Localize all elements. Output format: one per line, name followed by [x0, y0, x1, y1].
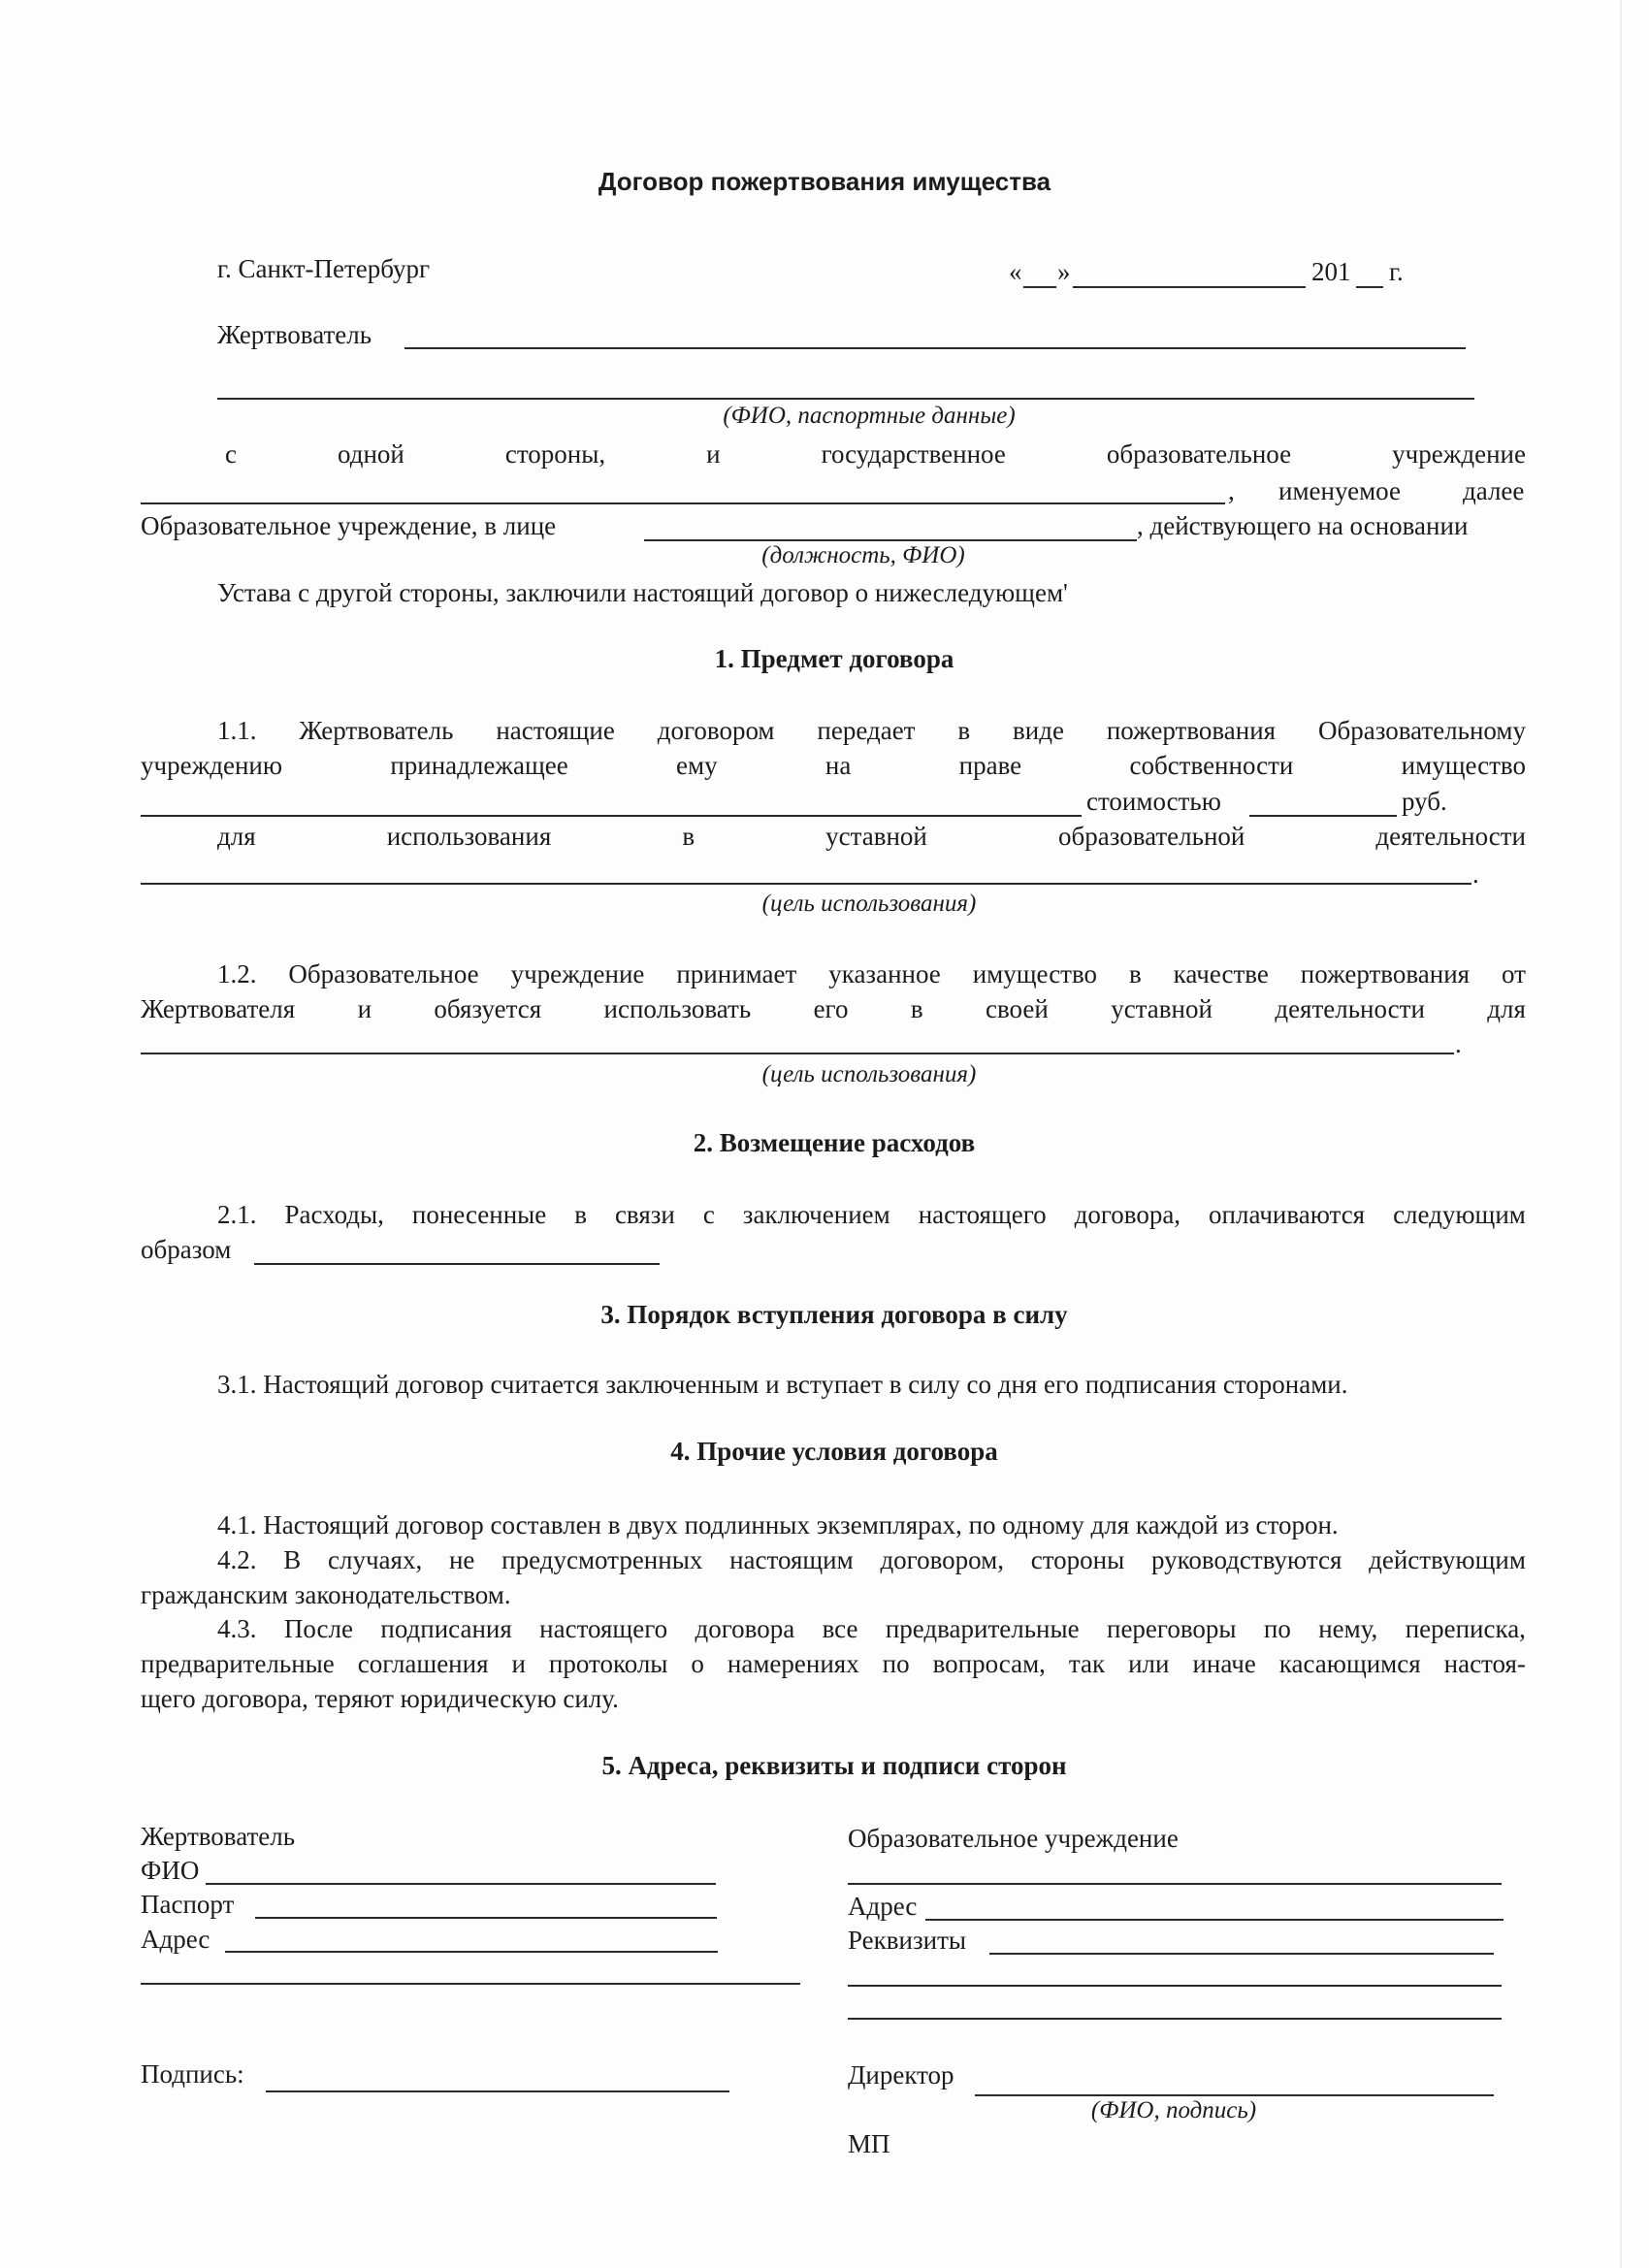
document-title: Договор пожертвования имущества — [598, 167, 1051, 196]
word: оплачиваются — [1209, 1200, 1366, 1229]
donor-passport-label: Паспорт — [141, 1890, 235, 1919]
word: учреждение — [1392, 439, 1526, 469]
word: в — [682, 822, 695, 851]
word: для — [1487, 994, 1526, 1023]
p42-line-1 — [217, 1543, 1526, 1576]
word: образовательное — [1106, 439, 1292, 469]
intro-further: далее — [1463, 476, 1525, 505]
word: переговоры — [1107, 1614, 1237, 1643]
director-blank[interactable] — [975, 2094, 1494, 2096]
p43-line-1 — [217, 1612, 1526, 1645]
word: Жертвователь — [299, 716, 454, 745]
donor-signature-blank[interactable] — [266, 2090, 729, 2092]
word: собственности — [1129, 751, 1294, 780]
word: в — [910, 994, 923, 1023]
word: настоя- — [1443, 1649, 1526, 1678]
word: деятельности — [1375, 822, 1526, 851]
word: предварительные — [141, 1649, 335, 1678]
date-open-quote: « — [1009, 257, 1022, 286]
word: пожертвования — [1300, 959, 1471, 988]
month-blank[interactable] — [1073, 286, 1306, 288]
word: с — [225, 439, 237, 469]
purpose-caption-1: (цель использования) — [761, 891, 977, 917]
word: указанное — [828, 959, 941, 988]
section-4-heading: 4. Прочие условия договора — [670, 1437, 998, 1466]
word: одной — [337, 439, 404, 469]
intro-line-1 — [225, 437, 1526, 470]
donor-address-blank-2[interactable] — [141, 1983, 800, 1985]
word: настоящего — [539, 1614, 668, 1643]
p12-line-1 — [217, 957, 1526, 990]
word: намерениях — [727, 1649, 859, 1678]
p31: 3.1. Настоящий договор считается заключенным и вступает в силу со дня его подписания сторонами. — [217, 1370, 1348, 1399]
p12-line-2 — [141, 992, 1526, 1025]
director-caption: (ФИО, подпись) — [1090, 2097, 1257, 2123]
intro-line-3-start: Образовательное учреждение, в лице — [141, 511, 557, 540]
word: и — [706, 439, 721, 469]
word: принадлежащее — [390, 751, 568, 780]
purpose-blank-2[interactable] — [141, 1053, 1454, 1054]
cost-blank[interactable] — [1249, 815, 1397, 817]
word: договора, — [1074, 1200, 1181, 1229]
word: настоящего — [918, 1200, 1047, 1229]
word: связи — [614, 1200, 675, 1229]
p43-line-3: щего договора, теряют юридическую силу. — [141, 1684, 619, 1713]
donor-signature-label: Подпись: — [141, 2059, 244, 2089]
word: переписка, — [1405, 1614, 1526, 1643]
word: уставной — [825, 822, 927, 851]
institution-name-blank[interactable] — [141, 502, 1225, 504]
word: протоколы — [548, 1649, 668, 1678]
word: использования — [386, 822, 552, 851]
word: Образовательное — [288, 959, 479, 988]
institution-block-title: Образовательное учреждение — [848, 1824, 1179, 1853]
word: праве — [958, 751, 1022, 780]
word: от — [1501, 959, 1526, 988]
word: соглашения — [357, 1649, 489, 1678]
word: так — [1068, 1649, 1106, 1678]
word: передает — [817, 716, 916, 745]
word: не — [448, 1545, 475, 1574]
donor-caption: (ФИО, паспортные данные) — [723, 403, 1016, 429]
donor-address-blank[interactable] — [225, 1951, 718, 1953]
word: учреждение — [510, 959, 645, 988]
donor-fio-label: ФИО — [141, 1856, 200, 1885]
purpose-blank-1[interactable] — [141, 883, 1471, 885]
donor-blank-2[interactable] — [217, 398, 1474, 400]
word: качестве — [1173, 959, 1269, 988]
word: виде — [1013, 716, 1064, 745]
word: стороны, — [504, 439, 606, 469]
institution-address-label: Адрес — [848, 1892, 918, 1921]
word: После — [283, 1614, 353, 1643]
word: или — [1128, 1649, 1170, 1678]
institution-requisites-label: Реквизиты — [848, 1926, 967, 1955]
word: ему — [676, 751, 718, 780]
section-3-heading: 3. Порядок вступления договора в силу — [600, 1300, 1068, 1329]
word: подписания — [380, 1614, 512, 1643]
word: вопросам, — [932, 1649, 1046, 1678]
word: иначе — [1192, 1649, 1256, 1678]
word: и — [357, 994, 372, 1023]
institution-address-blank[interactable] — [925, 1919, 1504, 1921]
institution-requisites-blank-3[interactable] — [848, 2018, 1502, 2020]
expense-method-blank[interactable] — [254, 1263, 660, 1265]
institution-requisites-blank-1[interactable] — [989, 1953, 1494, 1955]
word: о — [691, 1649, 704, 1678]
p43-line-2 — [141, 1647, 1526, 1680]
word: образовательной — [1057, 822, 1245, 851]
stamp-label: МП — [848, 2129, 890, 2158]
word: на — [824, 751, 852, 780]
word: обязуется — [434, 994, 542, 1023]
word: имущество — [1401, 751, 1526, 780]
word: с — [702, 1200, 715, 1229]
word: В — [283, 1545, 302, 1574]
word: в — [1128, 959, 1142, 988]
donor-blank-1[interactable] — [404, 347, 1466, 349]
word: 2.1. — [217, 1200, 257, 1229]
word: по — [1263, 1614, 1291, 1643]
word: все — [822, 1614, 858, 1643]
word: понесенные — [411, 1200, 547, 1229]
representative-blank[interactable] — [644, 539, 1137, 541]
word: его — [813, 994, 849, 1023]
intro-line-3-end: , действующего на основании — [1137, 511, 1469, 540]
p11-line-2 — [141, 749, 1526, 782]
word: и — [511, 1649, 526, 1678]
period: . — [1472, 859, 1479, 889]
word: договора — [695, 1614, 795, 1643]
word: Образовательному — [1317, 716, 1526, 745]
donor-address-label: Адрес — [141, 1925, 210, 1954]
word: имущество — [972, 959, 1098, 988]
purpose-caption-2: (цель использования) — [761, 1061, 977, 1087]
word: принимает — [676, 959, 797, 988]
word: 4.3. — [217, 1614, 257, 1643]
word: 4.2. — [217, 1545, 257, 1574]
p21-line-2: образом — [141, 1235, 232, 1264]
word: стороны — [1030, 1545, 1125, 1574]
cost-label: стоимостью — [1086, 787, 1221, 816]
director-label: Директор — [848, 2060, 954, 2090]
year-blank[interactable] — [1356, 286, 1383, 288]
word: использовать — [603, 994, 752, 1023]
word: в — [957, 716, 971, 745]
donor-fio-blank[interactable] — [206, 1883, 716, 1885]
donor-label: Жертвователь — [217, 320, 372, 349]
institution-name-blank-2[interactable] — [848, 1883, 1502, 1885]
p11-line-1 — [217, 714, 1526, 747]
institution-requisites-blank-2[interactable] — [848, 1985, 1502, 1987]
word: 1.1. — [217, 716, 257, 745]
word: заключением — [742, 1200, 890, 1229]
section-1-heading: 1. Предмет договора — [714, 644, 954, 673]
year-suffix: г. — [1389, 257, 1404, 286]
date-close-quote: » — [1057, 257, 1071, 286]
scan-edge — [1620, 0, 1622, 2268]
intro-named: именуемое — [1278, 476, 1401, 505]
word: уставной — [1111, 994, 1212, 1023]
word: настоящим — [729, 1545, 854, 1574]
word: случаях, — [328, 1545, 423, 1574]
word: государственное — [821, 439, 1006, 469]
word: договором — [657, 716, 775, 745]
word: для — [217, 822, 256, 851]
year-prefix: 201 — [1311, 257, 1351, 286]
p42-line-2: гражданским законодательством. — [141, 1580, 511, 1609]
word: своей — [985, 994, 1049, 1023]
word: деятельности — [1275, 994, 1425, 1023]
property-blank[interactable] — [141, 815, 1082, 817]
word: касающимся — [1278, 1649, 1421, 1678]
position-caption: (должность, ФИО) — [761, 542, 965, 568]
comma: , — [1228, 476, 1235, 505]
donor-block-title: Жертвователь — [141, 1822, 296, 1851]
city: г. Санкт-Петербург — [217, 254, 431, 283]
word: по — [882, 1649, 910, 1678]
word: пожертвования — [1106, 716, 1277, 745]
word: в — [574, 1200, 587, 1229]
period: . — [1455, 1029, 1462, 1058]
word: учреждению — [141, 751, 283, 780]
day-blank[interactable] — [1023, 286, 1056, 288]
word: 1.2. — [217, 959, 257, 988]
intro-line-4: Устава с другой стороны, заключили настоящий договор о нижеследующем' — [217, 578, 1068, 607]
word: Расходы, — [284, 1200, 384, 1229]
word: руководствуются — [1151, 1545, 1342, 1574]
p21-line-1 — [217, 1198, 1526, 1231]
section-2-heading: 2. Возмещение расходов — [693, 1128, 976, 1157]
word: предусмотренных — [501, 1545, 703, 1574]
word: следующим — [1393, 1200, 1526, 1229]
word: договором, — [880, 1545, 1004, 1574]
word: настоящие — [496, 716, 615, 745]
p11-line-4 — [217, 820, 1526, 853]
word: действующим — [1369, 1545, 1526, 1574]
word: нему, — [1318, 1614, 1378, 1643]
section-5-heading: 5. Адреса, реквизиты и подписи сторон — [601, 1751, 1067, 1780]
currency-label: руб. — [1402, 787, 1447, 816]
donor-passport-blank[interactable] — [255, 1917, 717, 1919]
word: предварительные — [885, 1614, 1080, 1643]
word: Жертвователя — [141, 994, 296, 1023]
p41: 4.1. Настоящий договор составлен в двух подлинных экземплярах, по одному для каждой из сторон. — [217, 1510, 1339, 1539]
